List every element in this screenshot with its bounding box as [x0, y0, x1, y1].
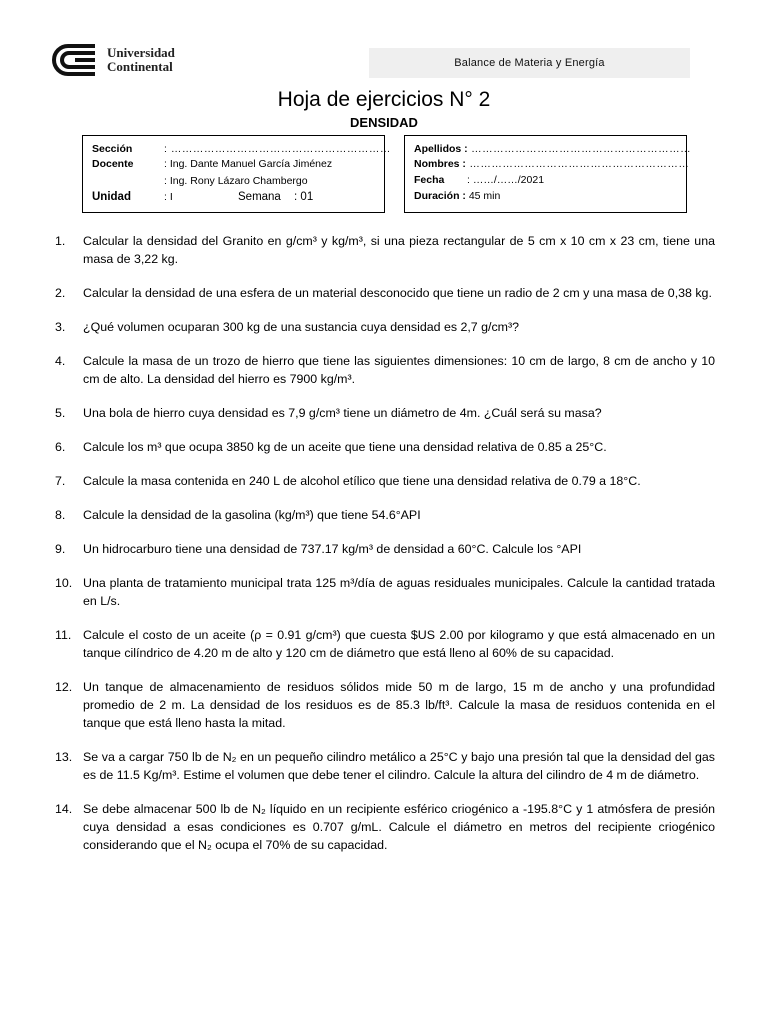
exercise-item [55, 284, 715, 302]
exercise-text: Un hidrocarburo tiene una densidad de 737.17 kg/m³ de densidad a 60°C. Calcule los °API [83, 542, 582, 556]
exercise-number: 10. [55, 576, 73, 590]
exercise-number: 6. [55, 440, 66, 454]
page-title: Hoja de ejercicios N° 2 [277, 88, 491, 111]
docente-row [92, 158, 332, 170]
exercise-number: 8. [55, 508, 66, 522]
university-logo [51, 42, 191, 78]
nombres-row [414, 158, 689, 170]
exercise-text: Se debe almacenar 500 lb de N₂ líquido en un recipiente esférico criogénico a -195.8°C y 1 atmósfera de presión cuya densidad a esas condiciones es 0.707 g/mL. Calcule el diámetro en metros del recipiente criogénico considerando que el N₂ ocupa el 70% de su capacidad. [83, 802, 715, 852]
continental-logo-icon [51, 43, 101, 77]
semana-row [238, 191, 313, 203]
exercise-number: 12. [55, 680, 73, 694]
course-name: Balance de Materia y Energía [454, 57, 605, 69]
seccion-row [92, 143, 391, 155]
exercise-list [55, 232, 715, 870]
logo-line-2: Continental [107, 59, 173, 74]
unidad-value: : I [164, 191, 173, 203]
docente-label: Docente [92, 158, 134, 170]
course-name-box [369, 48, 690, 78]
exercise-text: Un tanque de almacenamiento de residuos sólidos mide 50 m de largo, 15 m de ancho y una profundidad promedio de 2 m. La densidad de los residuos es de 85.3 lb/ft³. Calcule la masa de residuos contenida en el tanque que está lleno hasta la mitad. [83, 680, 715, 730]
exercise-text: Una planta de tratamiento municipal trata 125 m³/día de aguas residuales municipales. Calcule la cantidad tratada en L/s. [83, 576, 715, 608]
exercise-item [55, 800, 715, 854]
exercise-number: 2. [55, 286, 66, 300]
exercise-item [55, 232, 715, 268]
fecha-value: : ……/……/2021 [467, 174, 545, 186]
duracion-label: Duración : [414, 190, 466, 202]
docente-value-1: : Ing. Dante Manuel García Jiménez [164, 158, 333, 170]
exercise-text: Una bola de hierro cuya densidad es 7,9 g/cm³ tiene un diámetro de 4m. ¿Cuál será su masa? [83, 406, 602, 420]
duracion-row [414, 190, 500, 202]
exercise-number: 9. [55, 542, 66, 556]
exercise-text: Calcule la masa de un trozo de hierro que tiene las siguientes dimensiones: 10 cm de largo, 8 cm de ancho y 10 cm de alto. La densidad del hierro es 7900 kg/m³. [83, 354, 715, 386]
fecha-label: Fecha [414, 174, 445, 186]
page-subtitle: DENSIDAD [350, 115, 418, 130]
exercise-text: Calcular la densidad del Granito en g/cm³ y kg/m³, si una pieza rectangular de 5 cm x 10 cm x 23 cm, tiene una masa de 3,22 kg. [83, 234, 715, 266]
nombres-value: …………………………………………………… [465, 158, 690, 170]
semana-value: : 01 [294, 191, 314, 203]
nombres-label: Nombres : [414, 158, 466, 170]
exercise-text: ¿Qué volumen ocuparan 300 kg de una sustancia cuya densidad es 2,7 g/cm³? [83, 320, 520, 334]
fecha-row [414, 174, 544, 186]
exercise-text: Calcular la densidad de una esfera de un material desconocido que tiene un radio de 2 cm y una masa de 0,38 kg. [83, 286, 712, 300]
exercise-item [55, 438, 715, 456]
exercise-item [55, 574, 715, 610]
seccion-label: Sección [92, 143, 133, 155]
exercise-item [55, 404, 715, 422]
duracion-value: 45 min [465, 190, 501, 202]
docente-value-2: : Ing. Rony Lázaro Chambergo [164, 175, 308, 187]
exercise-item [55, 626, 715, 662]
exercise-number: 13. [55, 750, 73, 764]
exercise-number: 3. [55, 320, 66, 334]
exercise-item [55, 352, 715, 388]
exercise-text: Calcule la masa contenida en 240 L de alcohol etílico que tiene una densidad relativa de 0.79 a 18°C. [83, 474, 641, 488]
logo-line-1: Universidad [107, 45, 175, 60]
apellidos-value: …………………………………………………… [467, 143, 692, 155]
exercise-number: 11. [55, 628, 72, 642]
exercise-item [55, 748, 715, 784]
logo-text [107, 46, 175, 74]
exercise-text: Calcule los m³ que ocupa 3850 kg de un aceite que tiene una densidad relativa de 0.85 a 25°C. [83, 440, 607, 454]
exercise-item [55, 472, 715, 490]
unidad-label: Unidad [92, 191, 131, 203]
course-info-box [82, 135, 391, 213]
exercise-number: 14. [55, 802, 73, 816]
seccion-value: : …………………………………………………… [164, 143, 391, 155]
apellidos-row [414, 143, 691, 155]
apellidos-label: Apellidos : [414, 143, 468, 155]
exercise-number: 5. [55, 406, 66, 420]
exercise-text: Calcule la densidad de la gasolina (kg/m³) que tiene 54.6°API [83, 508, 421, 522]
semana-label: Semana [238, 191, 281, 203]
exercise-number: 4. [55, 354, 66, 368]
exercise-item [55, 678, 715, 732]
exercise-item [55, 318, 715, 336]
exercise-number: 7. [55, 474, 66, 488]
exercise-item [55, 540, 715, 558]
exercise-item [55, 506, 715, 524]
student-info-box [404, 135, 692, 213]
exercise-number: 1. [55, 234, 66, 248]
unidad-row [92, 191, 173, 203]
exercise-text: Se va a cargar 750 lb de N₂ en un pequeño cilindro metálico a 25°C y bajo una presión tal que la densidad del gas es de 11.5 Kg/m³. Estime el volumen que debe tener el cilindro. Calcule la altura del cilindro de 4 m de diámetro. [83, 750, 715, 782]
docente-row-2 [164, 175, 308, 187]
exercise-text: Calcule el costo de un aceite (ρ = 0.91 g/cm³) que cuesta $US 2.00 por kilogramo y que está almacenado en un tanque cilíndrico de 4.20 m de alto y 120 cm de diámetro que está lleno al 60% de su capacidad. [83, 628, 715, 660]
